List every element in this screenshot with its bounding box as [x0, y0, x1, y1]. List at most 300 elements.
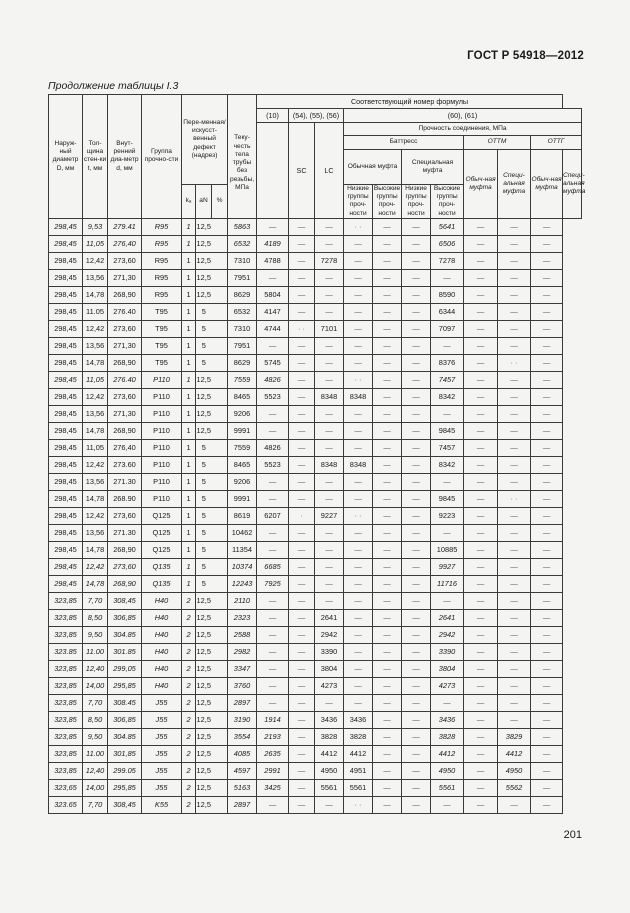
table-cell-g: Q135 [142, 558, 182, 575]
table-cell-c10: — [531, 235, 563, 252]
table-cell-c8: — [464, 694, 498, 711]
table-cell-c4: — [344, 694, 373, 711]
table-cell-t: 8,50 [83, 711, 108, 728]
table-cell-c6: — [402, 643, 431, 660]
table-cell-c4: 5561 [344, 779, 373, 796]
table-cell-c4: — [344, 558, 373, 575]
table-cell-d: 323,85 [49, 745, 83, 762]
table-cell-s: 7951 [228, 337, 257, 354]
table-row [49, 439, 582, 456]
table-cell-d: 298,45 [49, 405, 83, 422]
table-cell-pct [212, 354, 228, 371]
table-cell-di: 308,45 [108, 796, 142, 813]
table-cell-c5: — [373, 303, 402, 320]
table-cell-c9: — [498, 677, 531, 694]
table-cell-g: Q125 [142, 507, 182, 524]
col-body-strength: Теку-честь тела трубы без резьбы, МПа [228, 109, 257, 219]
table-cell-c2: — [289, 405, 315, 422]
table-cell-pct [212, 711, 228, 728]
table-cell-c10: — [531, 320, 563, 337]
table-row [49, 609, 582, 626]
table-cell-c2: — [289, 541, 315, 558]
col-inner-diameter: Внут-ренний диа-метр d, мм [108, 95, 142, 219]
table-cell-s: 5163 [228, 779, 257, 796]
table-cell-c10: — [531, 337, 563, 354]
table-cell-di: 295,85 [108, 677, 142, 694]
table-cell-c10: — [531, 694, 563, 711]
table-cell-an: 12,5 [196, 626, 212, 643]
table-cell-pct [212, 388, 228, 405]
table-row [49, 269, 582, 286]
table-cell-c8: — [464, 558, 498, 575]
table-cell-c1: — [257, 643, 289, 660]
table-cell-an: 5 [196, 320, 212, 337]
table-cell-s: 2588 [228, 626, 257, 643]
table-cell-c9: 4950 [498, 762, 531, 779]
table-cell-k: 2 [182, 711, 196, 728]
table-cell-k: 1 [182, 235, 196, 252]
table-cell-c1: 5523 [257, 388, 289, 405]
table-cell-s: 2897 [228, 694, 257, 711]
table-cell-pct [212, 541, 228, 558]
table-cell-c5: — [373, 337, 402, 354]
table-cell-c9: — [498, 371, 531, 388]
table-cell-c2: — [289, 218, 315, 235]
table-cell-k: 2 [182, 609, 196, 626]
table-cell-c10: — [531, 490, 563, 507]
table-cell-di: 276,40 [108, 439, 142, 456]
table-cell-g: J55 [142, 728, 182, 745]
table-cell-an: 12,5 [196, 252, 212, 269]
table-cell-t: 7,70 [83, 592, 108, 609]
table-cell-c4: — [344, 405, 373, 422]
table-cell-g: T95 [142, 337, 182, 354]
table-cell-c8: — [464, 779, 498, 796]
table-cell-d: 323,65 [49, 779, 83, 796]
table-cell-pct [212, 252, 228, 269]
table-cell-c8: — [464, 320, 498, 337]
table-cell-pct [212, 286, 228, 303]
table-cell-an: 5 [196, 575, 212, 592]
table-cell-k: 1 [182, 405, 196, 422]
table-cell-c2: — [289, 779, 315, 796]
table-cell-t: 13,56 [83, 524, 108, 541]
table-cell-c7: 7457 [431, 439, 464, 456]
table-cell-pct [212, 643, 228, 660]
table-cell-di: 268.90 [108, 490, 142, 507]
table-cell-d: 298,45 [49, 320, 83, 337]
table-cell-c4: · · [344, 371, 373, 388]
table-cell-c4: — [344, 337, 373, 354]
table-cell-g: P110 [142, 371, 182, 388]
table-cell-c2: · · [289, 320, 315, 337]
table-cell-c2: — [289, 286, 315, 303]
table-cell-k: 2 [182, 762, 196, 779]
table-cell-t: 14,78 [83, 354, 108, 371]
table-cell-c6: — [402, 609, 431, 626]
table-cell-s: 9991 [228, 422, 257, 439]
table-cell-c10: — [531, 796, 563, 813]
col-outer-diameter: Наруж-ный диаметр D, мм [49, 95, 83, 219]
table-cell-pct [212, 694, 228, 711]
table-cell-c10: — [531, 745, 563, 762]
table-cell-s: 2982 [228, 643, 257, 660]
table-cell-c6: — [402, 541, 431, 558]
table-cell-c9: — [498, 609, 531, 626]
table-cell-t: 14,78 [83, 541, 108, 558]
table-cell-c4: — [344, 592, 373, 609]
table-cell-di: 268,90 [108, 286, 142, 303]
table-cell-an: 12,5 [196, 235, 212, 252]
table-cell-c4: — [344, 235, 373, 252]
table-cell-k: 1 [182, 371, 196, 388]
table-cell-c4: — [344, 677, 373, 694]
table-cell-c1: — [257, 490, 289, 507]
table-cell-t: 8,50 [83, 609, 108, 626]
table-cell-c6: — [402, 354, 431, 371]
table-cell-c4: — [344, 490, 373, 507]
table-row [49, 422, 582, 439]
table-cell-c3: — [315, 354, 344, 371]
col-sc: SC [289, 123, 315, 219]
table-cell-c7: 6344 [431, 303, 464, 320]
table-cell-c3: — [315, 303, 344, 320]
table-cell-g: J55 [142, 711, 182, 728]
table-cell-c9: — [498, 558, 531, 575]
table-cell-c7: 9845 [431, 422, 464, 439]
table-cell-k: 1 [182, 337, 196, 354]
table-cell-c4: — [344, 575, 373, 592]
table-cell-g: T95 [142, 354, 182, 371]
table-cell-c6: — [402, 456, 431, 473]
table-cell-c10: — [531, 541, 563, 558]
table-cell-k: 2 [182, 796, 196, 813]
table-cell-c1: — [257, 337, 289, 354]
table-cell-c1: — [257, 422, 289, 439]
table-cell-c9: — [498, 422, 531, 439]
table-cell-c2: — [289, 388, 315, 405]
table-cell-di: 306,85 [108, 609, 142, 626]
table-cell-c2: — [289, 439, 315, 456]
table-cell-k: 1 [182, 269, 196, 286]
table-cell-c7: — [431, 524, 464, 541]
table-cell-an: 12,5 [196, 422, 212, 439]
table-cell-c9: 5562 [498, 779, 531, 796]
table-cell-c2: — [289, 558, 315, 575]
table-cell-c6: — [402, 439, 431, 456]
table-cell-t: 12,42 [83, 320, 108, 337]
table-cell-an: 5 [196, 456, 212, 473]
table-cell-k: 1 [182, 439, 196, 456]
table-cell-c10: — [531, 779, 563, 796]
table-cell-di: 273.60 [108, 456, 142, 473]
table-cell-c8: — [464, 490, 498, 507]
table-cell-pct [212, 320, 228, 337]
table-cell-c8: — [464, 524, 498, 541]
table-cell-c9: — [498, 320, 531, 337]
table-cell-k: 1 [182, 286, 196, 303]
table-cell-c5: — [373, 422, 402, 439]
table-cell-an: 5 [196, 354, 212, 371]
table-cell-c5: — [373, 439, 402, 456]
table-cell-k: 2 [182, 626, 196, 643]
table-cell-di: 308.45 [108, 694, 142, 711]
table-cell-s: 3760 [228, 677, 257, 694]
table-cell-d: 298,45 [49, 473, 83, 490]
table-cell-c7: — [431, 269, 464, 286]
table-cell-c3: — [315, 592, 344, 609]
table-cell-c8: — [464, 609, 498, 626]
table-cell-c3: 5561 [315, 779, 344, 796]
table-cell-c10: — [531, 660, 563, 677]
table-cell-c10: — [531, 252, 563, 269]
table-cell-di: 301,85 [108, 745, 142, 762]
table-cell-k: 2 [182, 694, 196, 711]
col-ka: kₐ [182, 185, 196, 219]
table-cell-c2: — [289, 337, 315, 354]
table-cell-c1: 2635 [257, 745, 289, 762]
table-cell-s: 7310 [228, 320, 257, 337]
table-cell-s: 7951 [228, 269, 257, 286]
table-cell-c10: — [531, 609, 563, 626]
table-cell-k: 2 [182, 728, 196, 745]
table-cell-c5: — [373, 473, 402, 490]
table-row [49, 286, 582, 303]
table-cell-c10: — [531, 507, 563, 524]
table-cell-c9: — [498, 337, 531, 354]
table-cell-c6: — [402, 575, 431, 592]
table-cell-di: 308,45 [108, 592, 142, 609]
table-cell-t: 14,78 [83, 422, 108, 439]
table-cell-c3: — [315, 439, 344, 456]
table-cell-c8: — [464, 745, 498, 762]
table-cell-d: 298,45 [49, 558, 83, 575]
data-table [48, 94, 586, 814]
table-cell-c1: 4826 [257, 439, 289, 456]
table-body [49, 218, 582, 813]
table-cell-d: 323,85 [49, 660, 83, 677]
table-cell-c4: — [344, 286, 373, 303]
table-cell-c2: — [289, 592, 315, 609]
table-cell-c5: — [373, 575, 402, 592]
table-cell-pct [212, 626, 228, 643]
table-cell-d: 323,85 [49, 609, 83, 626]
table-cell-c7: 8376 [431, 354, 464, 371]
table-cell-c10: — [531, 626, 563, 643]
table-cell-c2: — [289, 422, 315, 439]
table-cell-c1: 5523 [257, 456, 289, 473]
table-cell-c4: — [344, 609, 373, 626]
table-cell-c1: 2193 [257, 728, 289, 745]
table-cell-s: 3347 [228, 660, 257, 677]
table-cell-c7: 7097 [431, 320, 464, 337]
table-cell-c3: — [315, 422, 344, 439]
table-cell-t: 13,56 [83, 337, 108, 354]
table-cell-di: 273,60 [108, 558, 142, 575]
table-cell-s: 4085 [228, 745, 257, 762]
table-cell-c5: — [373, 524, 402, 541]
table-cell-c3: 4412 [315, 745, 344, 762]
table-cell-an: 12,5 [196, 677, 212, 694]
table-cell-c2: — [289, 371, 315, 388]
table-cell-c1: 4147 [257, 303, 289, 320]
table-row [49, 643, 582, 660]
table-cell-s: 7559 [228, 371, 257, 388]
table-cell-c1: 5745 [257, 354, 289, 371]
table-cell-t: 9,53 [83, 218, 108, 235]
table-cell-t: 7,70 [83, 694, 108, 711]
table-cell-c1: 4826 [257, 371, 289, 388]
table-cell-c8: — [464, 592, 498, 609]
table-cell-pct [212, 456, 228, 473]
table-cell-c2: — [289, 762, 315, 779]
table-cell-di: 273,60 [108, 388, 142, 405]
table-row [49, 303, 582, 320]
table-cell-c4: — [344, 643, 373, 660]
table-cell-c9: — [498, 575, 531, 592]
table-cell-c9: — [498, 660, 531, 677]
table-cell-k: 1 [182, 507, 196, 524]
table-cell-di: 295,85 [108, 779, 142, 796]
table-cell-c2: — [289, 456, 315, 473]
table-cell-t: 7,70 [83, 796, 108, 813]
table-cell-pct [212, 524, 228, 541]
table-cell-k: 2 [182, 677, 196, 694]
table-cell-c2: — [289, 575, 315, 592]
table-cell-c5: — [373, 762, 402, 779]
table-cell-an: 12,5 [196, 694, 212, 711]
table-cell-g: Q125 [142, 524, 182, 541]
table-cell-c6: — [402, 269, 431, 286]
table-cell-c8: — [464, 711, 498, 728]
table-cell-s: 5863 [228, 218, 257, 235]
table-cell-g: H40 [142, 609, 182, 626]
table-cell-an: 5 [196, 541, 212, 558]
table-cell-an: 5 [196, 558, 212, 575]
table-cell-c7: — [431, 337, 464, 354]
table-cell-c4: 8348 [344, 456, 373, 473]
table-cell-c1: 1914 [257, 711, 289, 728]
table-cell-d: 298,45 [49, 218, 83, 235]
table-cell-c9: — [498, 456, 531, 473]
table-cell-c4: — [344, 422, 373, 439]
table-cell-c2: — [289, 745, 315, 762]
table-cell-c10: — [531, 439, 563, 456]
table-cell-c7: 4412 [431, 745, 464, 762]
table-cell-c7: 7457 [431, 371, 464, 388]
table-row [49, 218, 582, 235]
table-cell-c1: — [257, 660, 289, 677]
table-cell-c7: 8342 [431, 388, 464, 405]
table-header [49, 95, 586, 219]
table-cell-c8: — [464, 660, 498, 677]
table-cell-an: 12,5 [196, 762, 212, 779]
table-row [49, 711, 582, 728]
col-pct: % [212, 185, 228, 219]
table-cell-c8: — [464, 507, 498, 524]
table-cell-c5: — [373, 354, 402, 371]
table-cell-c5: — [373, 235, 402, 252]
table-cell-c6: — [402, 677, 431, 694]
table-cell-c8: — [464, 337, 498, 354]
table-cell-c4: · · [344, 218, 373, 235]
table-cell-c9: — [498, 592, 531, 609]
table-row [49, 796, 582, 813]
table-cell-c1: 5804 [257, 286, 289, 303]
table-cell-c7: 5561 [431, 779, 464, 796]
table-cell-pct [212, 490, 228, 507]
table-cell-an: 5 [196, 473, 212, 490]
table-cell-c1: — [257, 609, 289, 626]
table-cell-c7: — [431, 405, 464, 422]
table-cell-di: 301.85 [108, 643, 142, 660]
table-cell-c7: — [431, 796, 464, 813]
table-cell-s: 2897 [228, 796, 257, 813]
table-cell-c7: 9927 [431, 558, 464, 575]
table-cell-c3: — [315, 269, 344, 286]
table-cell-c5: — [373, 592, 402, 609]
table-cell-s: 8629 [228, 354, 257, 371]
col-wall-thickness: Тол-щина стен-ки t, мм [83, 95, 108, 219]
table-cell-s: 12243 [228, 575, 257, 592]
table-row [49, 354, 582, 371]
table-cell-g: J55 [142, 745, 182, 762]
table-cell-c8: — [464, 371, 498, 388]
table-cell-c8: — [464, 473, 498, 490]
table-cell-pct [212, 371, 228, 388]
table-cell-c3: — [315, 796, 344, 813]
table-cell-c6: — [402, 235, 431, 252]
table-cell-c5: — [373, 320, 402, 337]
table-row [49, 320, 582, 337]
table-cell-k: 2 [182, 660, 196, 677]
table-cell-t: 14,78 [83, 575, 108, 592]
table-cell-c7: 7278 [431, 252, 464, 269]
table-cell-c7: 3436 [431, 711, 464, 728]
table-cell-di: 276.40 [108, 303, 142, 320]
table-cell-pct [212, 439, 228, 456]
table-cell-di: 299.05 [108, 762, 142, 779]
table-cell-g: T95 [142, 303, 182, 320]
table-cell-c4: — [344, 524, 373, 541]
table-cell-c6: — [402, 490, 431, 507]
table-cell-c2: — [289, 609, 315, 626]
table-cell-c5: — [373, 711, 402, 728]
table-cell-g: P110 [142, 473, 182, 490]
table-cell-d: 298,45 [49, 507, 83, 524]
table-cell-c10: — [531, 388, 563, 405]
table-cell-s: 3190 [228, 711, 257, 728]
table-cell-d: 298,45 [49, 456, 83, 473]
col-an: aN [196, 185, 212, 219]
table-cell-c3: — [315, 558, 344, 575]
table-cell-c10: — [531, 218, 563, 235]
table-cell-t: 14,78 [83, 286, 108, 303]
table-cell-pct [212, 728, 228, 745]
table-row [49, 762, 582, 779]
table-cell-pct [212, 660, 228, 677]
table-cell-c4: 8348 [344, 388, 373, 405]
table-cell-c10: — [531, 456, 563, 473]
table-cell-d: 298,45 [49, 354, 83, 371]
table-row [49, 575, 582, 592]
table-cell-c3: 7278 [315, 252, 344, 269]
table-cell-c7: 10885 [431, 541, 464, 558]
table-cell-k: 1 [182, 303, 196, 320]
buttress-regular: Обычная муфта [344, 150, 402, 185]
formula-60: (60), (61) [344, 109, 582, 123]
table-cell-c7: — [431, 473, 464, 490]
